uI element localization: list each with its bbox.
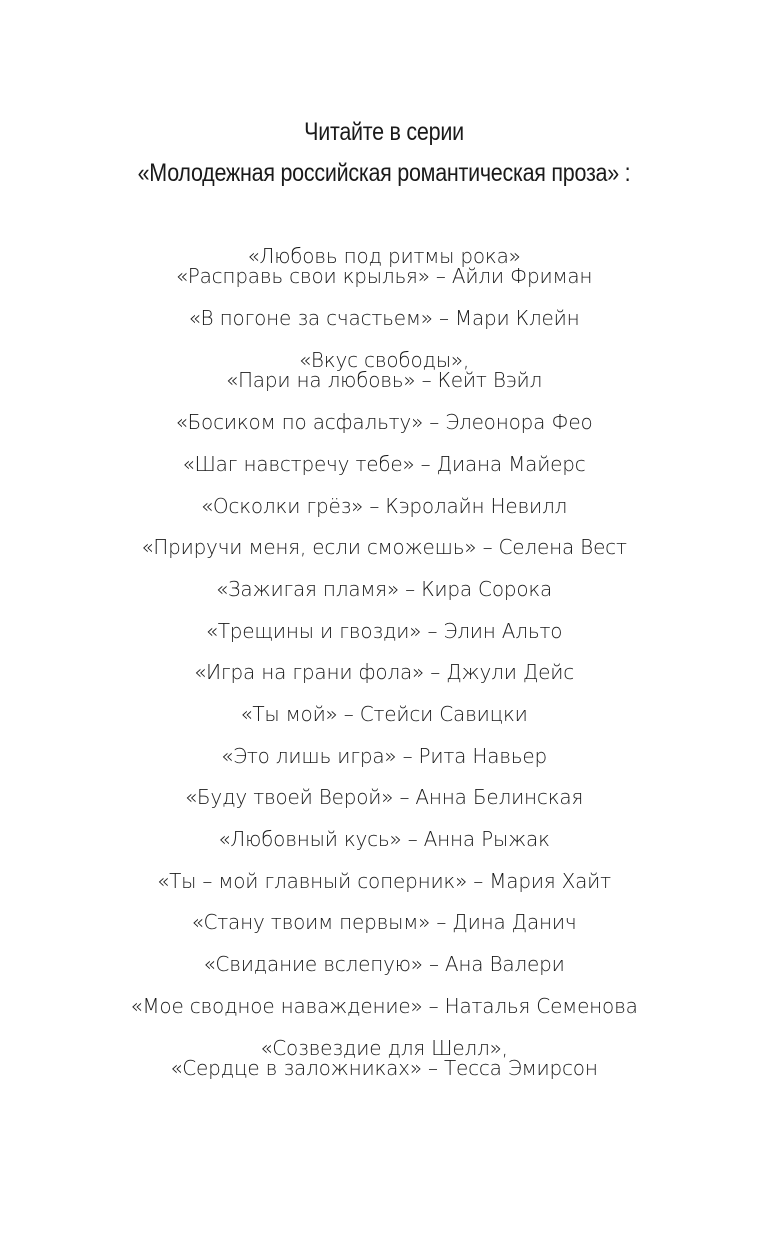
book-title-line: «Созвездие для Шелл», — [260, 1036, 508, 1060]
list-item — [0, 350, 768, 390]
list-item — [0, 829, 768, 849]
list-item — [0, 954, 768, 974]
book-title-line: «Шаг навстречу тебе» – Диана Майерс — [182, 452, 586, 476]
list-item — [0, 246, 768, 286]
book-title-line: «Мое сводное наваждение» – Наталья Семенова — [130, 994, 638, 1018]
list-item — [0, 579, 768, 599]
book-title-line: «Босиком по асфальту» – Элеонора Фео — [175, 410, 593, 434]
list-item — [0, 871, 768, 891]
book-title-line: «В погоне за счастьем» – Мари Клейн — [188, 306, 580, 330]
book-title-line: «Ты – мой главный соперник» – Мария Хайт — [157, 869, 611, 893]
book-title-line: «Расправь свои крылья» – Айли Фриман — [175, 264, 593, 288]
book-title-line: «Осколки грёз» – Кэролайн Невилл — [200, 494, 568, 518]
book-title-line: «Приручи меня, если сможешь» – Селена Вест — [141, 535, 627, 559]
book-title-line: «Игра на грани фола» – Джули Дейс — [193, 660, 575, 684]
list-item — [0, 308, 768, 328]
book-title-line: «Свидание вслепую» – Ана Валери — [203, 952, 565, 976]
book-title-line: «Любовный кусь» – Анна Рыжак — [218, 827, 550, 851]
list-item — [0, 746, 768, 766]
book-title-line: «Буду твоей Верой» – Анна Белинская — [184, 785, 584, 809]
book-title-line: «Пари на любовь» – Кейт Вэйл — [225, 368, 543, 392]
book-title-line: «Стану твоим первым» – Дина Данич — [191, 910, 577, 934]
list-item — [0, 412, 768, 432]
list-item — [0, 621, 768, 641]
book-title-line: «Трещины и гвозди» – Элин Альто — [205, 619, 563, 643]
book-title-line: «Сердце в заложниках» – Тесса Эмирсон — [170, 1056, 598, 1080]
book-title-line: «Зажигая пламя» – Кира Сорока — [215, 577, 553, 601]
list-item — [0, 787, 768, 807]
book-title-line: «Это лишь игра» – Рита Навьер — [221, 744, 547, 768]
list-item — [0, 454, 768, 474]
series-heading-line-1: Читайте в серии — [304, 118, 464, 146]
list-item — [0, 704, 768, 724]
book-title-line: «Вкус свободы», — [298, 348, 470, 372]
list-item — [0, 1038, 768, 1078]
list-item — [0, 996, 768, 1016]
series-heading-line-2: «Молодежная российская романтическая проза» : — [137, 159, 631, 187]
list-item — [0, 662, 768, 682]
book-title-line: «Ты мой» – Стейси Савицки — [240, 702, 528, 726]
list-item — [0, 537, 768, 557]
list-item — [0, 912, 768, 932]
list-item — [0, 496, 768, 516]
book-title-line: «Любовь под ритмы рока» — [247, 244, 521, 268]
